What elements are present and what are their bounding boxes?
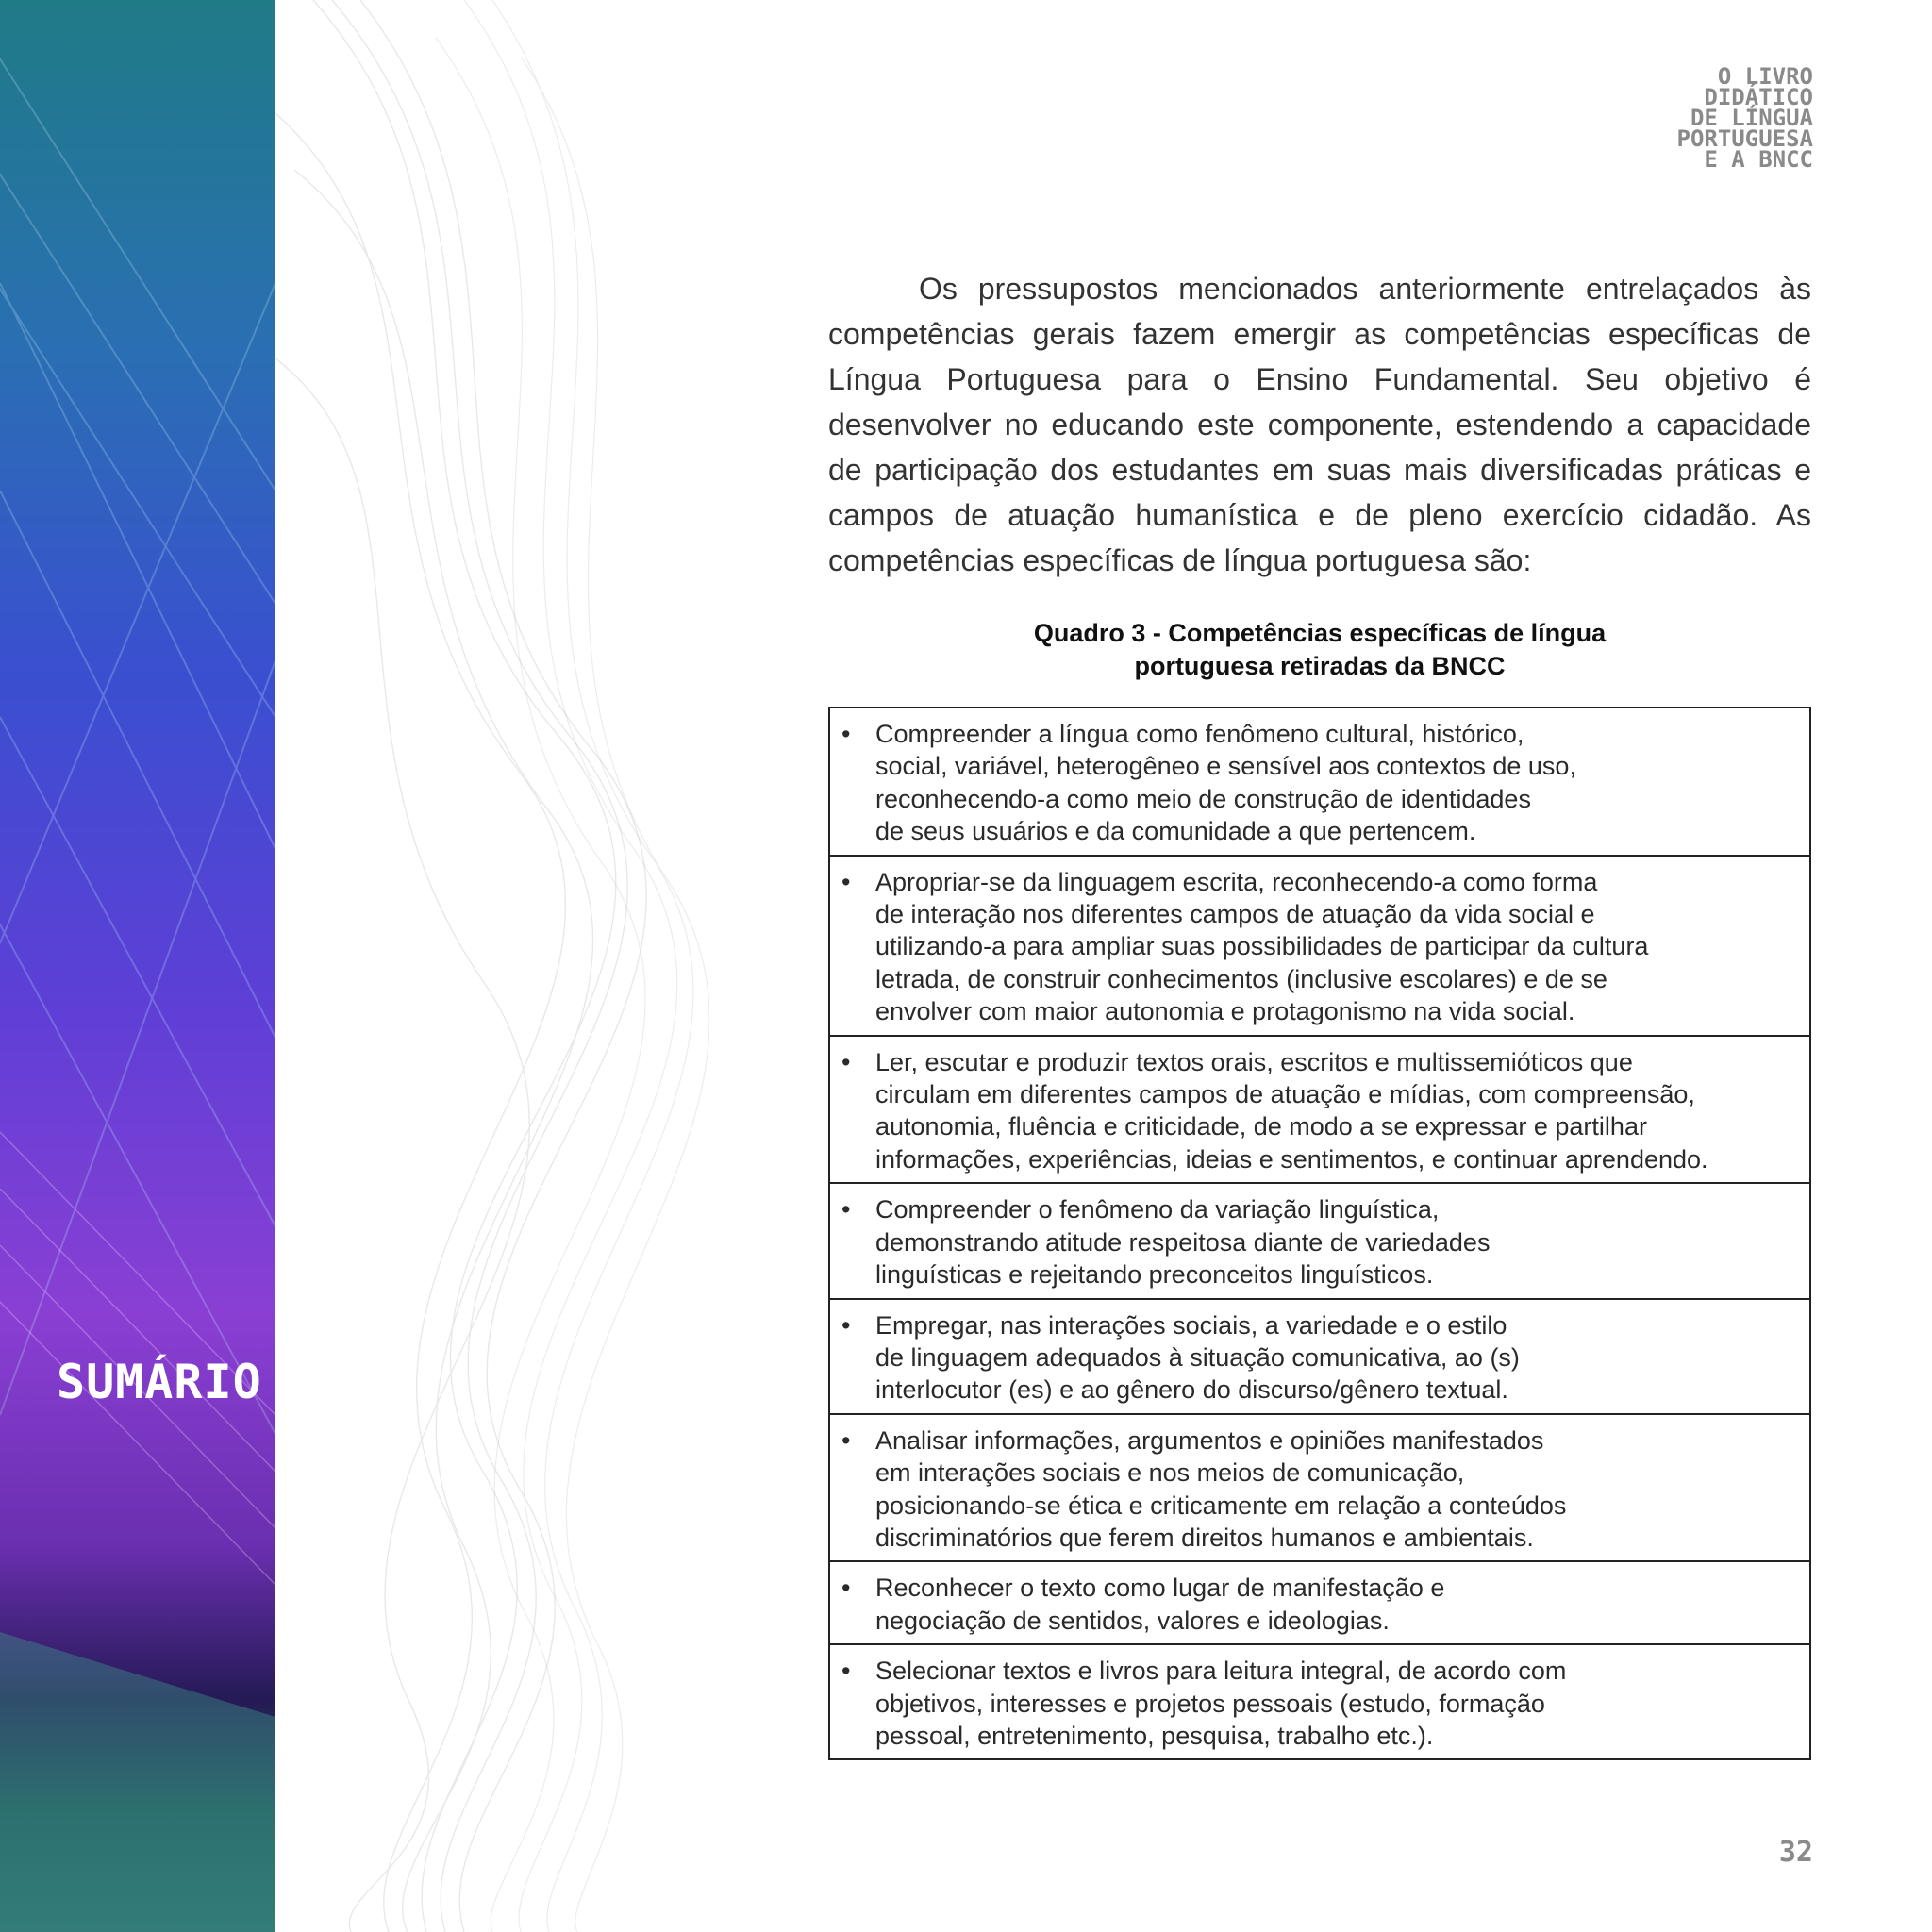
table-row <box>829 1414 1810 1562</box>
item-line: posicionando-se ética e criticamente em relação a conteúdos <box>875 1491 1567 1520</box>
item-line: de interação nos diferentes campos de atuação da vida social e <box>875 900 1595 929</box>
decorative-waves <box>275 0 709 1932</box>
list-item <box>841 1193 1798 1291</box>
bullet-icon: • <box>841 720 851 748</box>
book-title-line: O LIVRO <box>1717 63 1813 90</box>
item-text <box>875 1193 1490 1291</box>
bullet-icon: • <box>841 1047 851 1076</box>
table-cell <box>829 1414 1810 1562</box>
item-line: Reconhecer o texto como lugar de manifestação e <box>875 1574 1445 1603</box>
table-cell <box>829 1644 1810 1759</box>
summary-link[interactable]: SUMÁRIO <box>57 1355 262 1409</box>
item-line: Ler, escutar e produzir textos orais, escritos e multissemióticos que <box>875 1047 1633 1076</box>
item-line: utilizando-a para ampliar suas possibilidades de participar da cultura <box>875 932 1649 961</box>
item-line: objetivos, interesses e projetos pessoais (estudo, formação <box>875 1689 1545 1718</box>
list-item <box>841 866 1798 1028</box>
item-line: Empregar, nas interações sociais, a variedade e o estilo <box>875 1310 1507 1340</box>
item-line: Compreender o fenômeno da variação linguística, <box>875 1195 1440 1224</box>
item-text <box>875 1424 1566 1555</box>
table-row <box>829 1299 1810 1414</box>
item-line: linguísticas e rejeitando preconceitos linguísticos. <box>875 1260 1434 1290</box>
item-text <box>875 1655 1566 1752</box>
item-text <box>875 1046 1708 1176</box>
bullet-icon: • <box>841 1657 851 1686</box>
item-line: em interações sociais e nos meios de comunicação, <box>875 1458 1465 1488</box>
table-cell <box>829 708 1810 856</box>
bullet-icon: • <box>841 1195 851 1224</box>
table-cell <box>829 1561 1810 1644</box>
bullet-icon: • <box>841 867 851 896</box>
table-row <box>829 1036 1810 1184</box>
list-item <box>841 1309 1798 1407</box>
table-row <box>829 708 1810 856</box>
competencies-table <box>828 707 1811 1760</box>
list-item <box>841 1572 1798 1637</box>
table-caption <box>828 617 1811 683</box>
table-cell <box>829 1036 1810 1184</box>
item-line: autonomia, fluência e criticidade, de modo a se expressar e partilhar <box>875 1112 1647 1141</box>
book-title-line: DIDÁTICO <box>1704 84 1813 110</box>
item-line: letrada, de construir conhecimentos (inclusive escolares) e de se <box>875 964 1607 993</box>
item-text <box>875 718 1576 848</box>
item-line: informações, experiências, ideias e sentimentos, e continuar aprendendo. <box>875 1144 1708 1174</box>
list-item <box>841 718 1798 848</box>
table-cell <box>829 1183 1810 1298</box>
sidebar-banner <box>0 0 275 1932</box>
item-line: negociação de sentidos, valores e ideologias. <box>875 1606 1390 1635</box>
table-cell <box>829 1299 1810 1414</box>
book-title-line: DE LÍNGUA <box>1690 105 1813 131</box>
item-line: circulam em diferentes campos de atuação e mídias, com compreensão, <box>875 1080 1695 1109</box>
item-text <box>875 1309 1520 1407</box>
item-line: pessoal, entretenimento, pesquisa, trabalho etc.). <box>875 1721 1434 1750</box>
item-line: Analisar informações, argumentos e opiniões manifestados <box>875 1425 1544 1455</box>
bullet-icon: • <box>841 1310 851 1340</box>
item-line: envolver com maior autonomia e protagonismo na vida social. <box>875 997 1575 1026</box>
caption-line: portuguesa retiradas da BNCC <box>1134 652 1506 680</box>
item-line: discriminatórios que ferem direitos humanos e ambientais. <box>875 1523 1534 1552</box>
list-item <box>841 1655 1798 1752</box>
item-line: demonstrando atitude respeitosa diante de variedades <box>875 1227 1491 1257</box>
book-title-line: E A BNCC <box>1704 146 1813 173</box>
item-line: de linguagem adequados à situação comunicativa, ao (s) <box>875 1342 1520 1372</box>
caption-line: Quadro 3 - Competências específicas de língua <box>1033 619 1607 647</box>
item-line: de seus usuários e da comunidade a que pertencem. <box>875 817 1476 846</box>
bullet-icon: • <box>841 1574 851 1603</box>
item-line: reconhecendo-a como meio de construção de identidades <box>875 784 1531 813</box>
item-line: interlocutor (es) e ao gênero do discurso/gênero textual. <box>875 1375 1508 1405</box>
table-row <box>829 1644 1810 1759</box>
item-text <box>875 1572 1444 1637</box>
item-line: Selecionar textos e livros para leitura integral, de acordo com <box>875 1657 1567 1686</box>
table-row <box>829 1561 1810 1644</box>
item-text <box>875 866 1648 1028</box>
intro-paragraph: Os pressupostos mencionados anteriormente entrelaçados às competências gerais fazem emergir as competências específicas de Língua Portuguesa para o Ensino Fundamental. Seu objetivo é desenvolver no educando este componente, estendendo a capacidade de participação dos estudantes em suas mais diversificadas práticas e campos de atuação humanística e de pleno exercício cidadão. As competências específicas de língua portuguesa são: <box>828 272 1811 577</box>
item-line: social, variável, heterogêneo e sensível aos contextos de uso, <box>875 752 1576 781</box>
book-title-line: PORTUGUESA <box>1676 125 1813 152</box>
list-item <box>841 1424 1798 1555</box>
list-item <box>841 1046 1798 1176</box>
sidebar-light-streaks <box>0 0 275 1932</box>
item-line: Apropriar-se da linguagem escrita, reconhecendo-a como forma <box>875 867 1598 896</box>
table-cell <box>829 856 1810 1036</box>
bullet-icon: • <box>841 1425 851 1455</box>
table-row <box>829 1183 1810 1298</box>
table-row <box>829 856 1810 1036</box>
page-number: 32 <box>1778 1836 1813 1869</box>
book-title <box>1568 63 1813 173</box>
item-line: Compreender a língua como fenômeno cultural, histórico, <box>875 720 1524 748</box>
